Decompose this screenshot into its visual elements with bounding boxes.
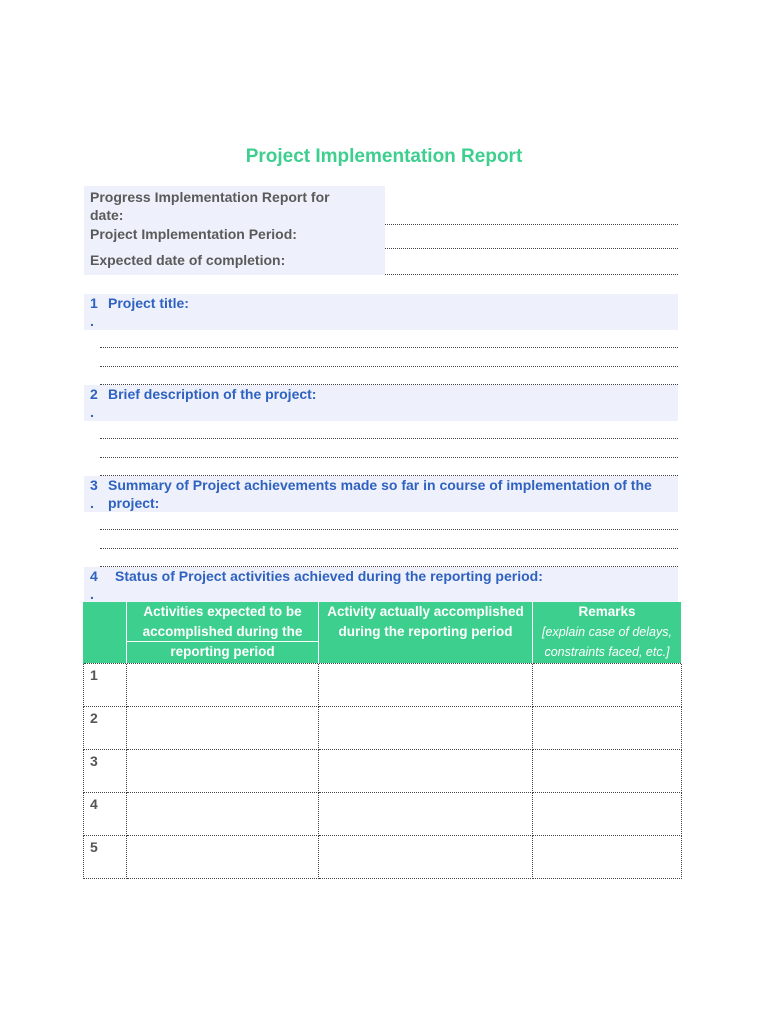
section-activities-status <box>84 567 678 603</box>
header-number <box>84 602 127 663</box>
row-number: 1 <box>84 663 127 706</box>
remarks-cell[interactable] <box>533 706 682 749</box>
completion-entry-line[interactable] <box>385 274 678 275</box>
section-marker: . <box>90 404 94 420</box>
report-header-box <box>84 186 385 275</box>
header-activities-expected: Activities expected to be accomplished during the reporting period <box>127 602 319 663</box>
section-marker: . <box>90 495 94 511</box>
answer-line[interactable] <box>100 548 678 549</box>
table-row <box>84 792 682 835</box>
section-number: 2 <box>90 386 98 402</box>
answer-line[interactable] <box>100 347 678 348</box>
remarks-cell[interactable] <box>533 835 682 878</box>
period-entry-line[interactable] <box>385 248 678 249</box>
remarks-cell[interactable] <box>533 749 682 792</box>
expected-activity-cell[interactable] <box>127 663 319 706</box>
header-line-report-for: Progress Implementation Report for <box>90 189 330 205</box>
table-row <box>84 835 682 878</box>
accomplished-activity-cell[interactable] <box>319 706 533 749</box>
expected-activity-cell[interactable] <box>127 792 319 835</box>
answer-line[interactable] <box>100 457 678 458</box>
activities-table <box>83 602 682 879</box>
accomplished-activity-cell[interactable] <box>319 835 533 878</box>
section-marker: . <box>90 586 94 602</box>
table-row <box>84 749 682 792</box>
remarks-cell[interactable] <box>533 663 682 706</box>
section-heading: Brief description of the project: <box>108 386 317 402</box>
section-heading: Summary of Project achievements made so far in course of implementation of the project: <box>108 477 652 511</box>
page-title: Project Implementation Report <box>245 146 523 167</box>
section-number: 4 <box>90 568 98 584</box>
accomplished-activity-cell[interactable] <box>319 792 533 835</box>
answer-line[interactable] <box>100 438 678 439</box>
answer-line[interactable] <box>100 366 678 367</box>
header-line-completion: Expected date of completion: <box>90 252 286 268</box>
row-number: 4 <box>84 792 127 835</box>
remarks-note: [explain case of delays, constraints faced, etc.] <box>542 624 672 659</box>
date-entry-line[interactable] <box>385 224 678 225</box>
accomplished-activity-cell[interactable] <box>319 663 533 706</box>
section-number: 3 <box>90 477 98 493</box>
section-marker: . <box>90 313 94 329</box>
header-activity-accomplished: Activity actually accomplished during the reporting period <box>319 602 533 663</box>
section-heading: Status of Project activities achieved during the reporting period: <box>115 568 543 584</box>
row-number: 2 <box>84 706 127 749</box>
section-heading: Project title: <box>108 295 189 311</box>
header-remarks: Remarks [explain case of delays, constraints faced, etc.] <box>533 602 682 663</box>
table-row <box>84 706 682 749</box>
section-achievements-summary <box>84 476 678 512</box>
expected-activity-cell[interactable] <box>127 706 319 749</box>
expected-activity-cell[interactable] <box>127 835 319 878</box>
accomplished-activity-cell[interactable] <box>319 749 533 792</box>
header-line-date: date: <box>90 207 124 223</box>
expected-activity-cell[interactable] <box>127 749 319 792</box>
section-project-title <box>84 294 678 330</box>
header-line-period: Project Implementation Period: <box>90 226 297 242</box>
table-row <box>84 663 682 706</box>
answer-line[interactable] <box>100 529 678 530</box>
row-number: 5 <box>84 835 127 878</box>
remarks-cell[interactable] <box>533 792 682 835</box>
table-header-row <box>84 602 682 663</box>
section-brief-description <box>84 385 678 421</box>
section-number: 1 <box>90 295 98 311</box>
row-number: 3 <box>84 749 127 792</box>
